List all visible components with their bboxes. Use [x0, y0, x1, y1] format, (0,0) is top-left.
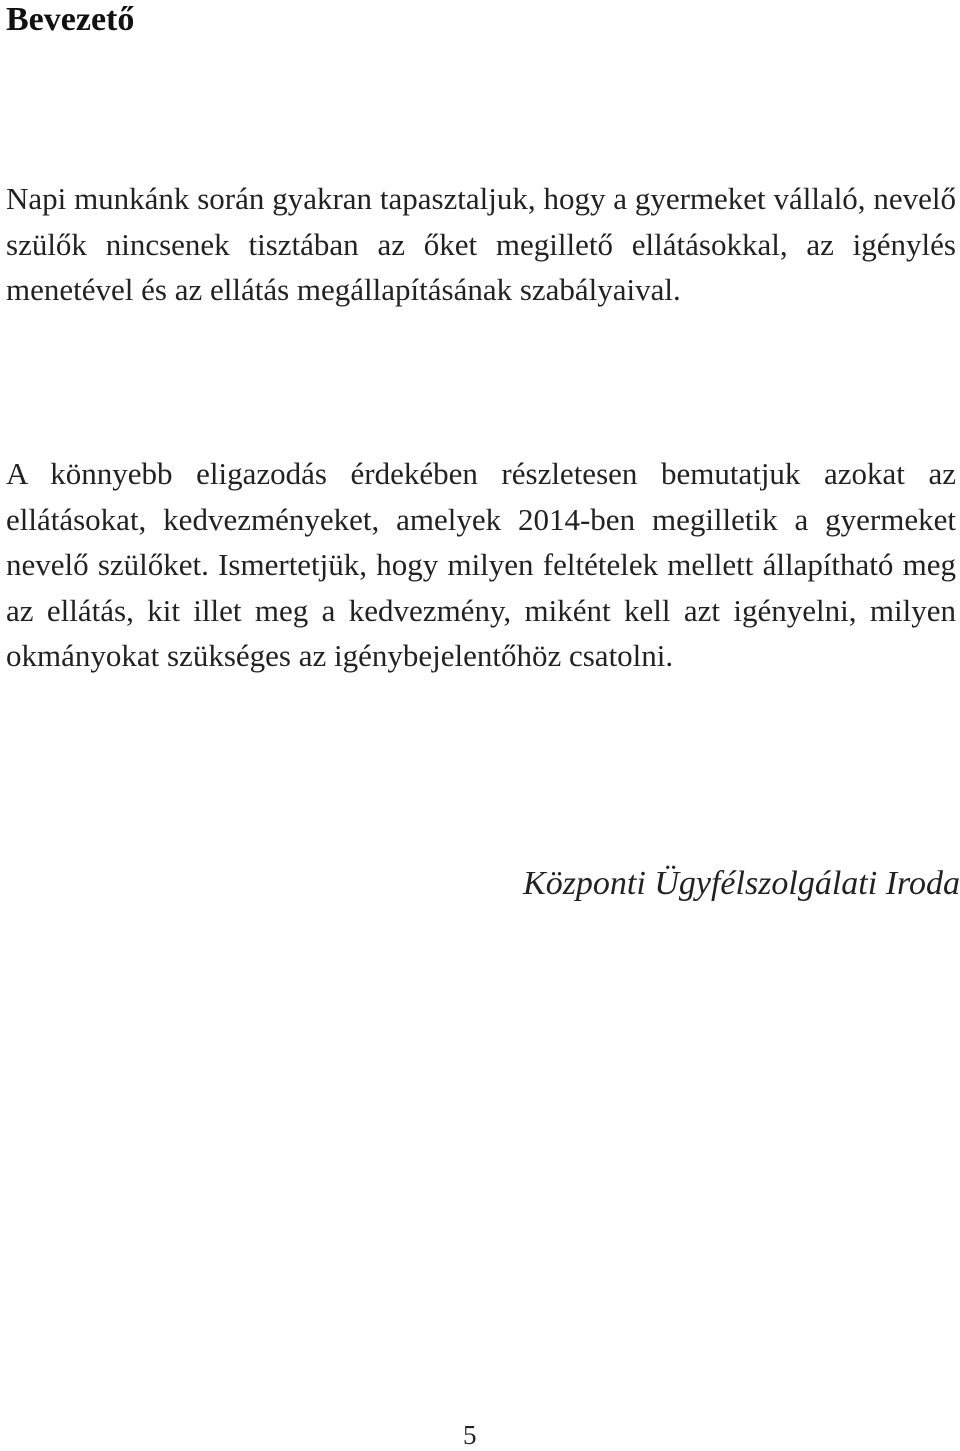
page-number: 5	[463, 1420, 477, 1450]
signature: Központi Ügyfélszolgálati Iroda	[523, 865, 960, 902]
details-paragraph: A könnyebb eligazodás érdekében részletesen bemutatjuk azokat az ellátásokat, kedvezményeket, amelyek 2014-ben megilletik a gyermeket nevelő szülőket. Ismertetjük, hogy milyen feltételek mellett állapítható meg az ellátás, kit illet meg a kedvezmény, miként kell azt igényelni, milyen okmányokat szükséges az igénybejelentőhöz csatolni.	[6, 456, 956, 674]
page-heading: Bevezető	[6, 1, 135, 38]
intro-paragraph: Napi munkánk során gyakran tapasztaljuk, hogy a gyermeket vállaló, nevelő szülők nincsenek tisztában az őket megillető ellátásokkal, az igénylés menetével és az ellátás megállapításának szabályaival.	[6, 181, 956, 308]
